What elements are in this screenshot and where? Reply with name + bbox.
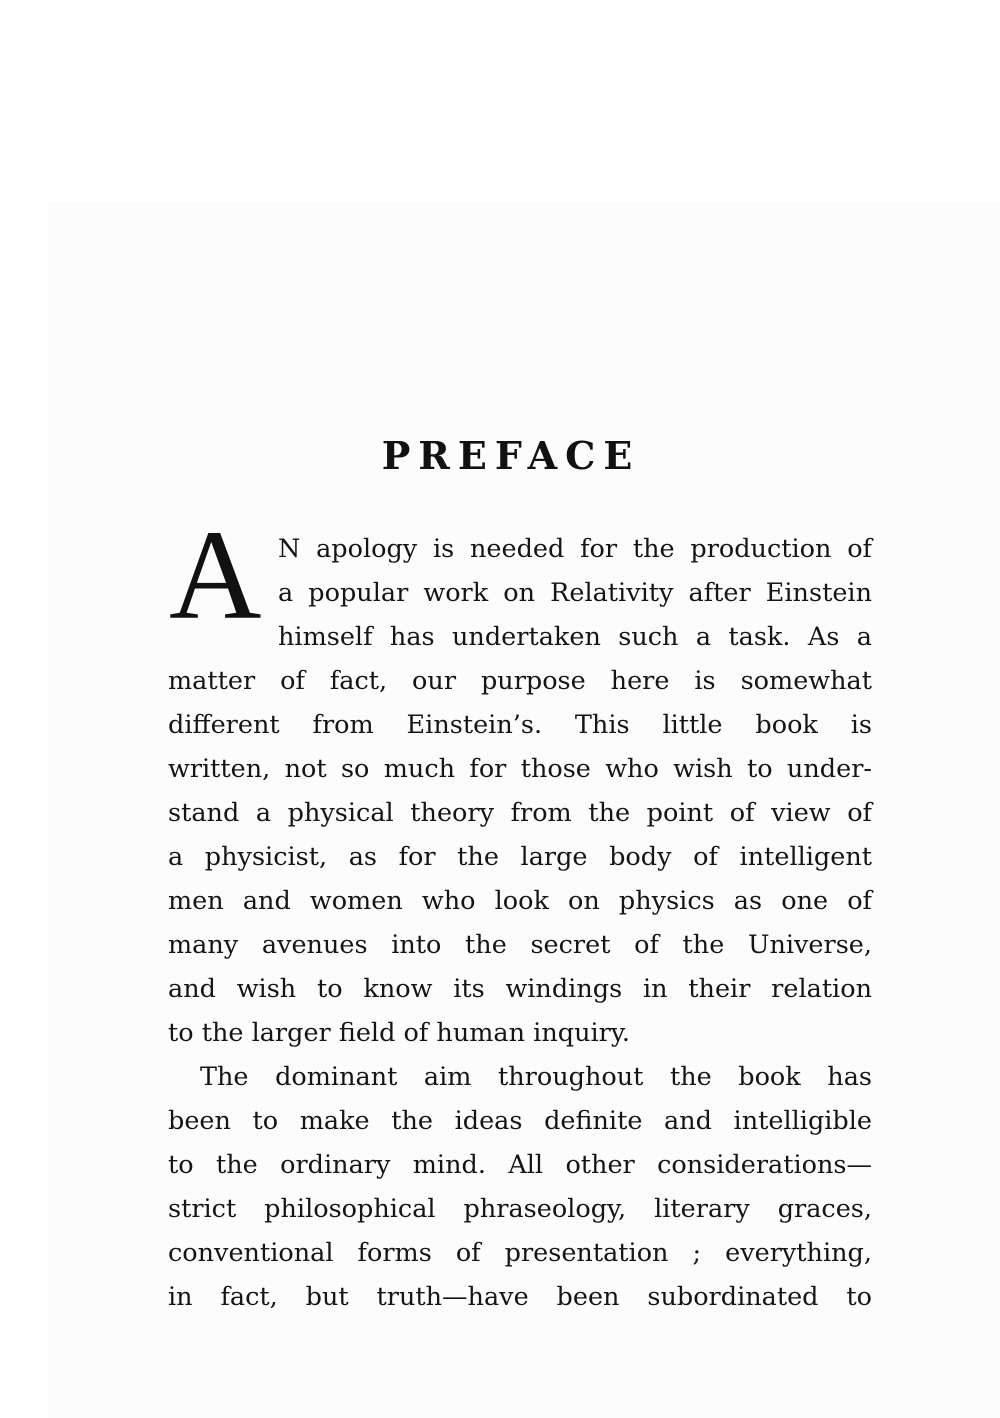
text-line: different from Einstein’s. This little book is (168, 710, 872, 740)
text-line: a popular work on Relativity after Einstein (278, 578, 872, 608)
text-line: written, not so much for those who wish to under- (168, 754, 872, 784)
page-title: PREFACE (381, 433, 641, 478)
text-line: and wish to know its windings in their relation (168, 974, 872, 1004)
text-line: The dominant aim throughout the book has (200, 1062, 872, 1092)
text-line: stand a physical theory from the point of view of (168, 798, 872, 828)
text-line: himself has undertaken such a task. As a (278, 622, 872, 652)
text-line: to the larger field of human inquiry. (168, 1018, 630, 1048)
text-line: to the ordinary mind. All other considerations— (168, 1150, 872, 1180)
text-line: in fact, but truth—have been subordinated to (168, 1282, 872, 1312)
text-line: men and women who look on physics as one of (168, 886, 872, 916)
text-line: conventional forms of presentation ; everything, (168, 1238, 872, 1268)
text-line: a physicist, as for the large body of intelligent (168, 842, 872, 872)
text-line: matter of fact, our purpose here is somewhat (168, 666, 872, 696)
text-line: N apology is needed for the production of (278, 534, 872, 564)
drop-cap: A (169, 504, 262, 646)
text-line: been to make the ideas definite and intelligible (168, 1106, 872, 1136)
text-line: many avenues into the secret of the Universe, (168, 930, 872, 960)
text-line: strict philosophical phraseology, literary graces, (168, 1194, 872, 1224)
